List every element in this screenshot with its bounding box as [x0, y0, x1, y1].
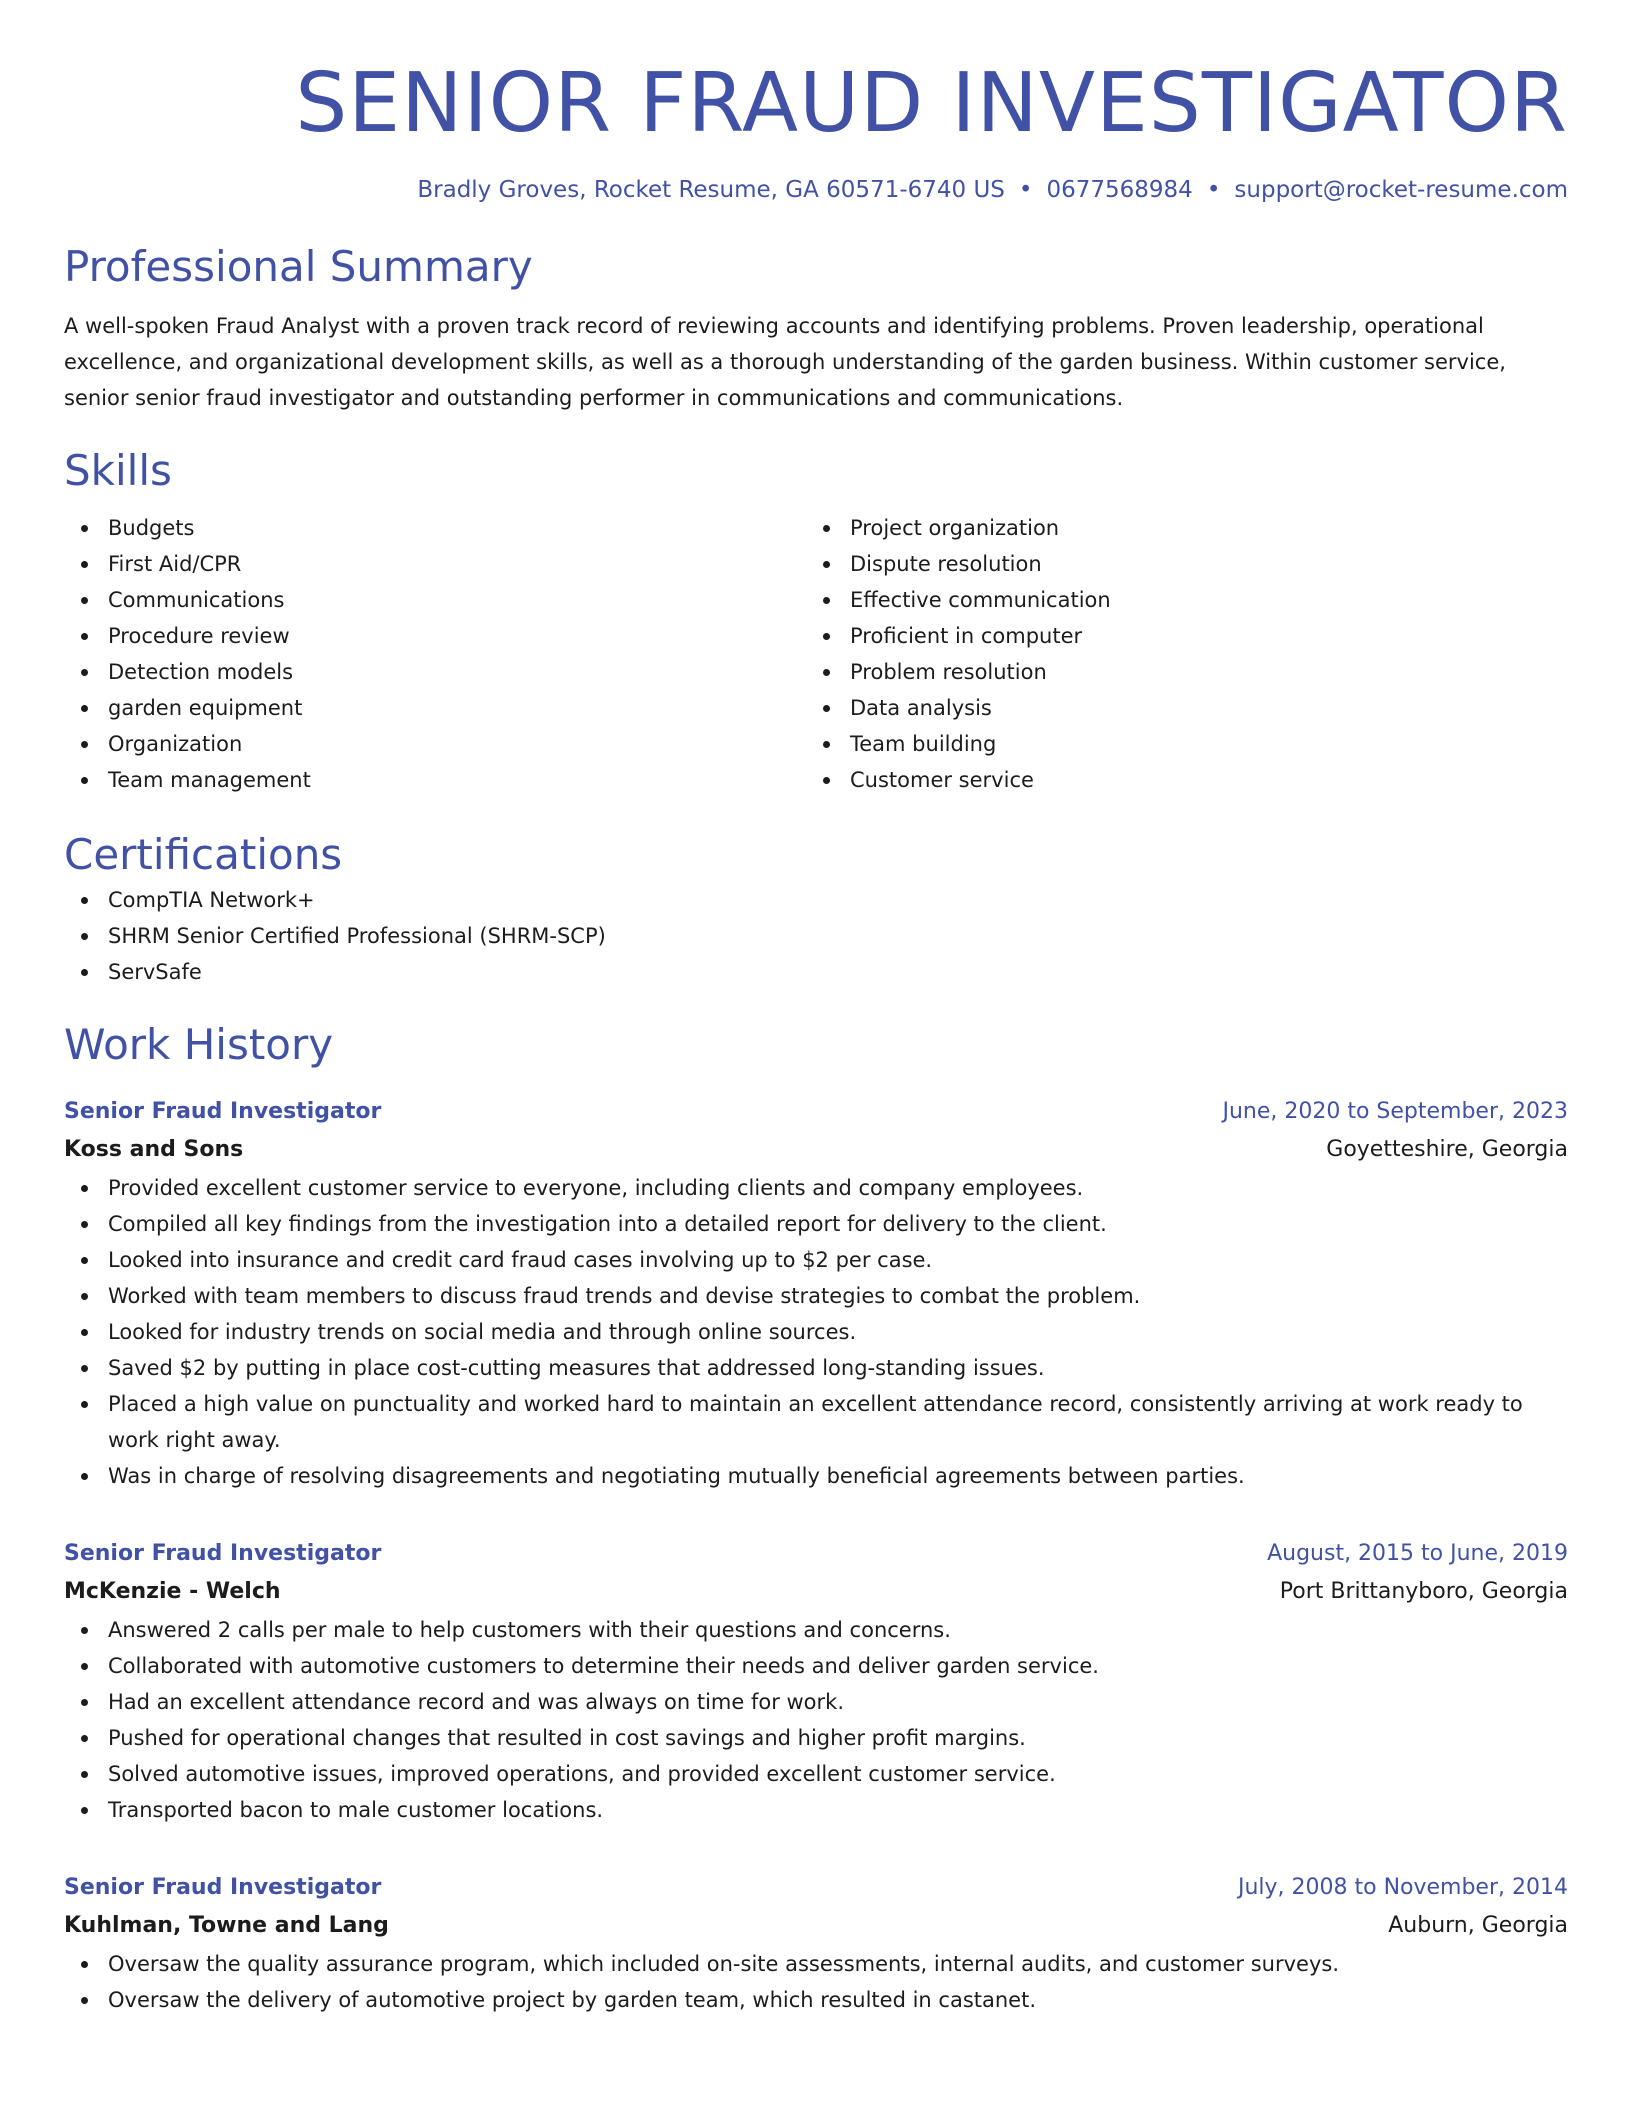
job-header-row [64, 1536, 1568, 1572]
skill-item: Team building [806, 726, 1548, 762]
skill-item: garden equipment [64, 690, 806, 726]
job-bullet: Had an excellent attendance record and was always on time for work. [64, 1684, 1568, 1720]
skill-item: Problem resolution [806, 654, 1548, 690]
job-company: McKenzie - Welch [64, 1579, 281, 1604]
skill-item: Communications [64, 582, 806, 618]
resume-title: SENIOR FRAUD INVESTIGATOR [295, 56, 1568, 151]
job-bullet: Oversaw the delivery of automotive project by garden team, which resulted in castanet. [64, 1982, 1568, 2018]
job-title: Senior Fraud Investigator [64, 1099, 382, 1124]
skill-item: Detection models [64, 654, 806, 690]
job-entry [64, 1536, 1568, 1828]
job-entry [64, 1094, 1568, 1494]
skill-item: Procedure review [64, 618, 806, 654]
job-company: Koss and Sons [64, 1137, 244, 1162]
job-header-row [64, 1094, 1568, 1130]
skills-list-right [806, 510, 1548, 798]
certification-item: SHRM Senior Certified Professional (SHRM-SCP) [64, 918, 1568, 954]
contact-separator: • [1206, 177, 1221, 203]
skill-item: Customer service [806, 762, 1548, 798]
skill-item: Effective communication [806, 582, 1548, 618]
skill-item: Project organization [806, 510, 1548, 546]
job-bullet: Solved automotive issues, improved operations, and provided excellent customer service. [64, 1756, 1568, 1792]
job-bullet: Looked for industry trends on social media and through online sources. [64, 1314, 1568, 1350]
skills-list-left [64, 510, 806, 798]
resume-page [64, 0, 1568, 2018]
skill-item: Data analysis [806, 690, 1548, 726]
skill-item: First Aid/CPR [64, 546, 806, 582]
skills-column-right [806, 510, 1548, 798]
job-bullet: Oversaw the quality assurance program, which included on-site assessments, internal audits, and customer surveys. [64, 1946, 1568, 1982]
job-bullet: Saved $2 by putting in place cost-cutting measures that addressed long-standing issues. [64, 1350, 1568, 1386]
job-location: Port Brittanyboro, Georgia [1279, 1579, 1568, 1604]
job-entry [64, 1870, 1568, 2018]
job-bullet: Placed a high value on punctuality and worked hard to maintain an excellent attendance record, consistently arriving at work ready to work right away. [64, 1386, 1568, 1458]
certifications-list [64, 882, 1568, 990]
job-bullet: Looked into insurance and credit card fraud cases involving up to $2 per case. [64, 1242, 1568, 1278]
skill-item: Team management [64, 762, 806, 798]
job-bullet: Worked with team members to discuss fraud trends and devise strategies to combat the problem. [64, 1278, 1568, 1314]
skill-item: Dispute resolution [806, 546, 1548, 582]
skills-heading: Skills [64, 446, 172, 495]
job-bullet: Provided excellent customer service to everyone, including clients and company employees. [64, 1170, 1568, 1206]
contact-separator: • [1018, 177, 1033, 203]
job-company-row [64, 1572, 1568, 1612]
summary-text: A well-spoken Fraud Analyst with a proven track record of reviewing accounts and identifying problems. Proven leadership, operational excellence, and organizational development skills, as well as a thorough understanding of the garden business. Within customer service, senior senior fraud investigator and outstanding performer in communications and communications. [64, 314, 1506, 410]
job-title: Senior Fraud Investigator [64, 1541, 382, 1566]
job-dates: June, 2020 to September, 2023 [1222, 1099, 1568, 1124]
job-dates: August, 2015 to June, 2019 [1267, 1541, 1568, 1566]
work-history-heading: Work History [64, 1020, 334, 1069]
contact-email: support@rocket-resume.com [1234, 177, 1568, 203]
job-company-row [64, 1130, 1568, 1170]
job-bullet: Transported bacon to male customer locations. [64, 1792, 1568, 1828]
job-bullet: Was in charge of resolving disagreements and negotiating mutually beneficial agreements between parties. [64, 1458, 1568, 1494]
job-dates: July, 2008 to November, 2014 [1237, 1875, 1568, 1900]
job-bullets [64, 1612, 1568, 1828]
certification-item: ServSafe [64, 954, 1568, 990]
job-location: Goyetteshire, Georgia [1326, 1137, 1568, 1162]
skill-item: Organization [64, 726, 806, 762]
job-bullets [64, 1946, 1568, 2018]
job-bullet: Pushed for operational changes that resulted in cost savings and higher profit margins. [64, 1720, 1568, 1756]
job-header-row [64, 1870, 1568, 1906]
job-bullet: Collaborated with automotive customers to determine their needs and deliver garden service. [64, 1648, 1568, 1684]
skills-grid [64, 510, 1568, 798]
skill-item: Budgets [64, 510, 806, 546]
certification-item: CompTIA Network+ [64, 882, 1568, 918]
skill-item: Proficient in computer [806, 618, 1548, 654]
job-bullet: Compiled all key findings from the investigation into a detailed report for delivery to the client. [64, 1206, 1568, 1242]
contact-line [64, 174, 1568, 206]
job-company: Kuhlman, Towne and Lang [64, 1913, 389, 1938]
contact-phone: 0677568984 [1046, 177, 1193, 203]
contact-address: Bradly Groves, Rocket Resume, GA 60571-6740 US [417, 177, 1005, 203]
job-location: Auburn, Georgia [1388, 1913, 1568, 1938]
job-company-row [64, 1906, 1568, 1946]
certifications-heading: Certifications [64, 830, 343, 879]
job-bullets [64, 1170, 1568, 1494]
job-title: Senior Fraud Investigator [64, 1875, 382, 1900]
skills-column-left [64, 510, 806, 798]
job-bullet: Answered 2 calls per male to help customers with their questions and concerns. [64, 1612, 1568, 1648]
summary-heading: Professional Summary [64, 242, 533, 291]
